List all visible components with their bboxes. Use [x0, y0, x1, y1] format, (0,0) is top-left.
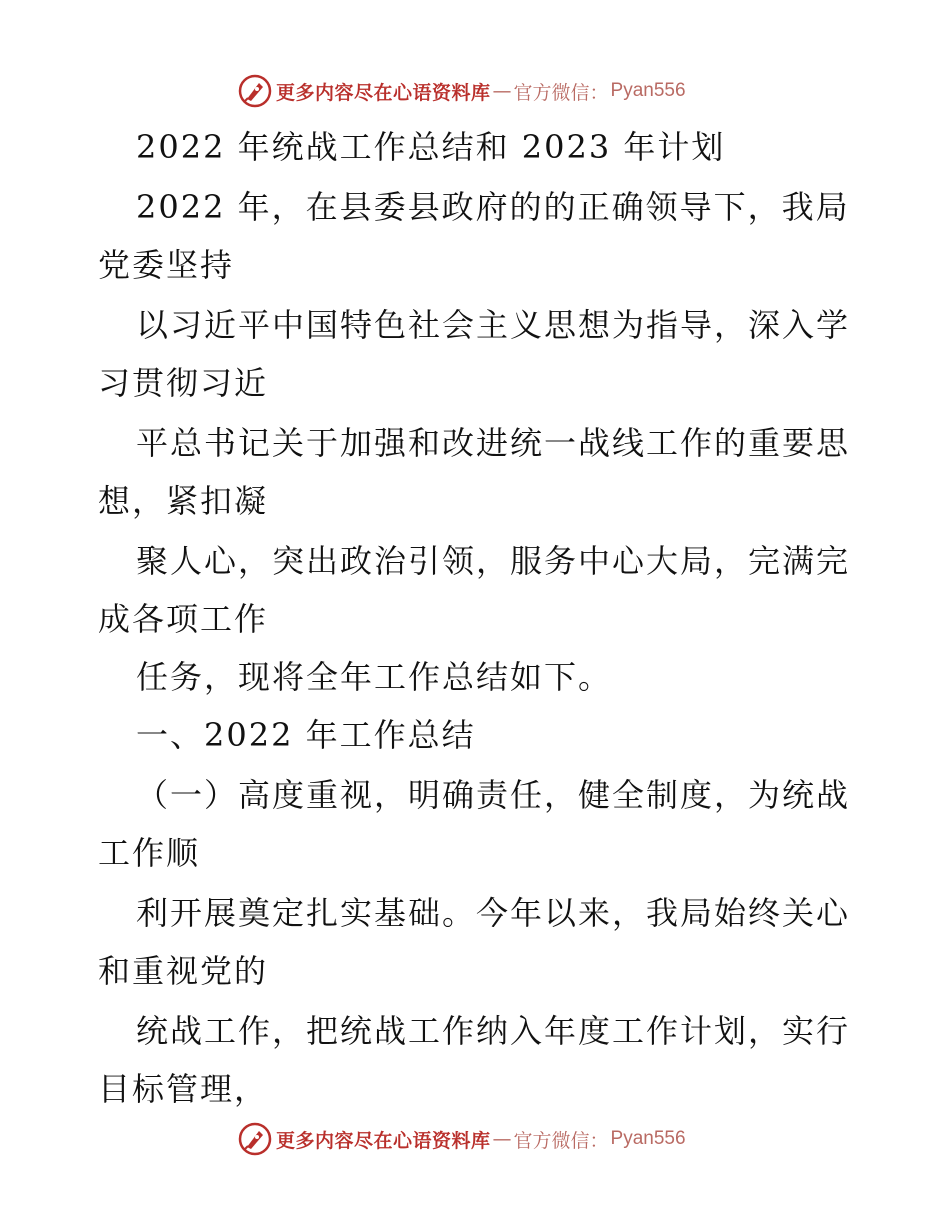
paragraph-line: 任务，现将全年工作总结如下。: [136, 658, 613, 696]
document-title: 2022 年统战工作总结和 2023 年计划: [136, 128, 726, 166]
watermark-footer: [238, 1122, 686, 1156]
watermark-header: [238, 74, 686, 108]
watermark-brand: 更多内容尽在心语资料库: [276, 81, 491, 104]
watermark-separator: —: [492, 80, 512, 102]
watermark-official-label: 官方微信：: [513, 81, 609, 104]
paragraph-line: 目标管理，: [98, 1070, 269, 1108]
paragraph-line: 想，紧扣凝: [98, 482, 269, 520]
paragraph-line: 和重视党的: [98, 952, 269, 990]
paragraph-line: 利开展奠定扎实基础。今年以来，我局始终关心: [136, 894, 851, 932]
paragraph-line: 聚人心，突出政治引领，服务中心大局，完满完: [136, 542, 851, 580]
watermark-official-label: 官方微信：: [513, 1129, 609, 1152]
paragraph-line: 以习近平中国特色社会主义思想为指导，深入学: [136, 306, 851, 344]
paragraph-line: 统战工作，把统战工作纳入年度工作计划，实行: [136, 1012, 851, 1050]
paragraph-line: 平总书记关于加强和改进统一战线工作的重要思: [136, 424, 851, 462]
paragraph-line: 成各项工作: [98, 600, 269, 638]
watermark-wechat-id: Pyan556: [610, 80, 686, 101]
paragraph-line: 习贯彻习近: [98, 364, 269, 402]
paragraph-line: 2022 年，在县委县政府的的正确领导下，我局: [136, 188, 850, 226]
subsection-heading: （一）高度重视，明确责任，健全制度，为统战: [136, 776, 851, 814]
pen-nib-logo-icon: [238, 74, 272, 108]
pen-nib-logo-icon: [238, 1122, 272, 1156]
watermark-wechat-id: Pyan556: [610, 1128, 686, 1149]
paragraph-line: 党委坚持: [98, 246, 235, 284]
watermark-separator: —: [492, 1128, 512, 1150]
paragraph-line: 工作顺: [98, 834, 201, 872]
section-heading: 一、2022 年工作总结: [136, 716, 476, 754]
watermark-brand: 更多内容尽在心语资料库: [276, 1129, 491, 1152]
